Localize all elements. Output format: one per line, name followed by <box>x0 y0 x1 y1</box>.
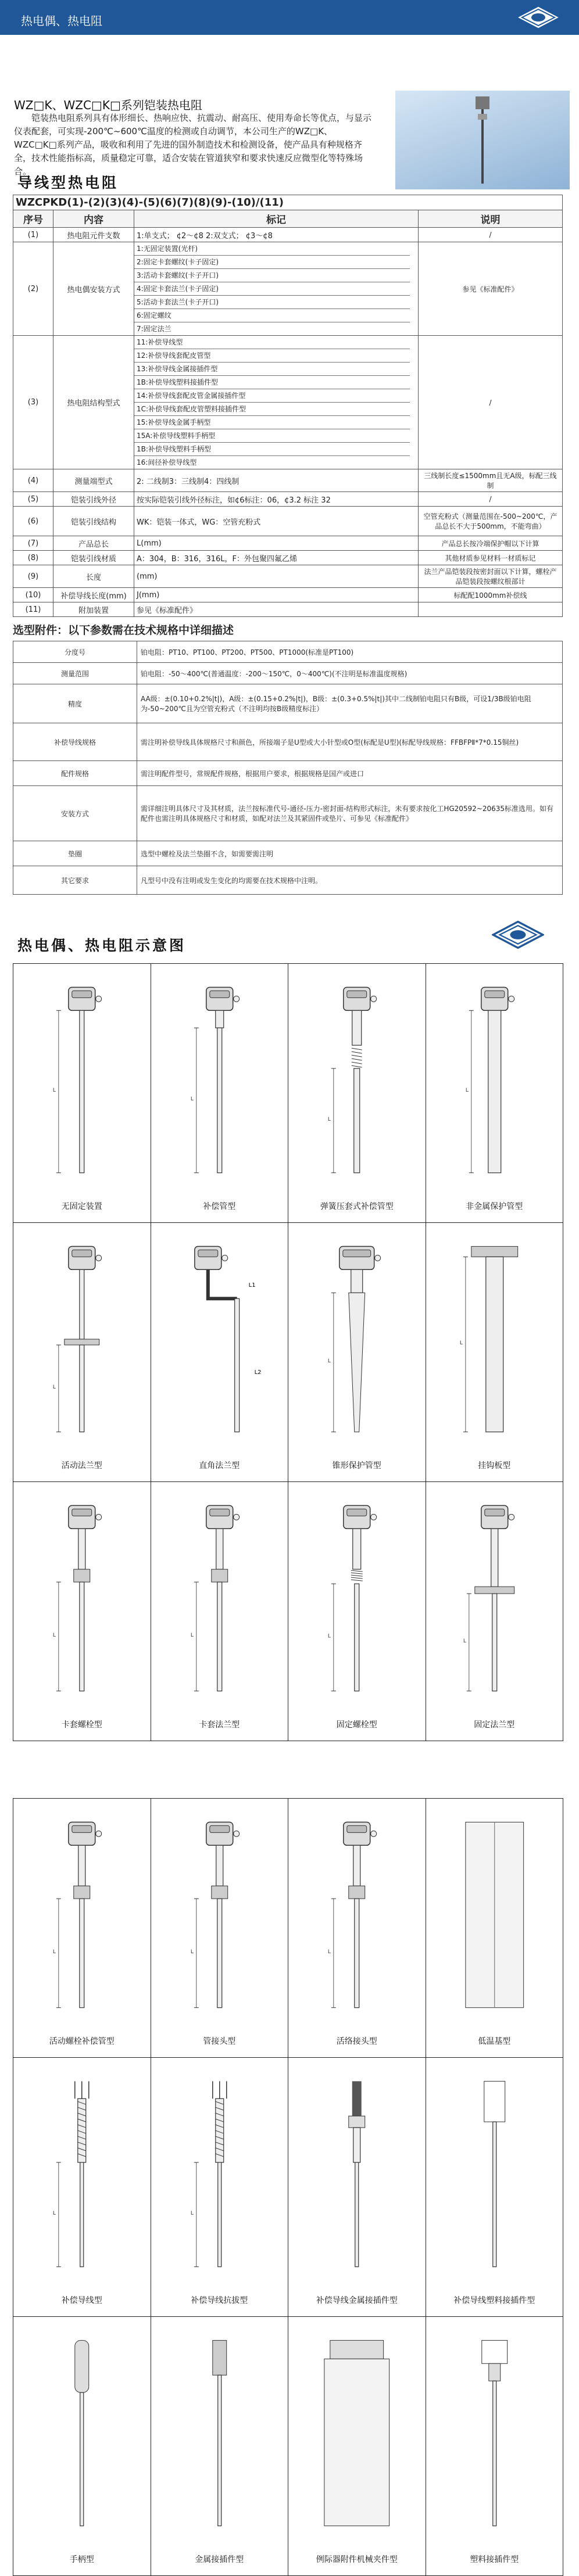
spec-row <box>13 588 563 602</box>
spec-row <box>13 242 563 336</box>
diagram-caption: 例际器附件机械夹件型 <box>316 2555 398 2564</box>
spec-note: / <box>419 228 563 242</box>
spec-mark: 参见《标准配件》 <box>134 602 419 617</box>
sensor-diagram-icon <box>13 1482 151 1741</box>
sensor-diagram-icon <box>288 2058 426 2316</box>
col-mark: 标记 <box>134 210 419 228</box>
diagram-cell <box>288 964 426 1223</box>
header-title: 热电偶、热电阻 <box>21 14 102 28</box>
spec-seq: (7) <box>13 536 53 551</box>
spec-mark: L(mm) <box>134 536 419 551</box>
spec-row <box>13 507 563 536</box>
spec-seq: (3) <box>13 336 53 469</box>
col-content: 内容 <box>53 210 134 228</box>
spec-content: 补偿导线长度(mm) <box>53 588 134 602</box>
diagram-cell <box>426 2058 564 2317</box>
spec-content: 铠装引线外径 <box>53 492 134 507</box>
selection-value: 铂电阻：-50～400℃(普通温度：-200～150℃，0～400℃)(不注明是标准温度规格) <box>137 663 563 684</box>
svg-text:L: L <box>52 2210 56 2216</box>
selection-row <box>13 684 563 723</box>
col-note: 说明 <box>419 210 563 228</box>
logo-icon <box>515 5 562 30</box>
diagram-caption: 活动法兰型 <box>61 1461 102 1470</box>
spec-option: 15:补偿导线金属手柄型 <box>134 416 410 429</box>
selection-table <box>13 641 563 895</box>
diagram-cell <box>151 964 289 1223</box>
diagram-caption: 补偿管型 <box>203 1202 236 1211</box>
col-seq: 序号 <box>13 210 53 228</box>
diagram-cell <box>151 1482 289 1741</box>
svg-text:L: L <box>52 1384 56 1390</box>
guide-heading: 导线型热电阻 <box>17 174 119 191</box>
diagram-cell <box>13 1223 151 1482</box>
diagram-caption: 卡套法兰型 <box>199 1720 240 1730</box>
sensor-diagram-icon <box>288 1482 426 1741</box>
spec-row <box>13 469 563 492</box>
sensor-diagram-icon <box>288 1799 426 2057</box>
selection-value: 铂电阻：PT10、PT100、PT200、PT500、PT1000(标准是PT100) <box>137 641 563 663</box>
spec-option: 5:活动卡套法兰(卡子开口) <box>134 296 410 309</box>
svg-text:L: L <box>463 1638 466 1644</box>
spec-seq: (10) <box>13 588 53 602</box>
selection-key: 分度号 <box>13 641 137 663</box>
spec-seq: (6) <box>13 507 53 536</box>
diagram-grid-1 <box>13 963 563 1741</box>
spec-content: 铠装引线结构 <box>53 507 134 536</box>
diagram-caption: 固定法兰型 <box>474 1720 515 1730</box>
diagram-caption: 活动螺栓补偿管型 <box>49 2037 115 2046</box>
spec-mark: WK：铠装一体式，WG：空管充粉式 <box>134 507 419 536</box>
spec-option: 3:活动卡套螺纹(卡子开口) <box>134 269 410 282</box>
spec-note: 参见《标准配件》 <box>419 242 563 336</box>
svg-text:L: L <box>52 1088 56 1094</box>
diagram-cell <box>288 2058 426 2317</box>
spec-row <box>13 492 563 507</box>
spec-mark: A：304，B：316，316L，F：外包聚四氟乙烯 <box>134 551 419 565</box>
selection-value: 需注明补偿导线具体规格尺寸和颜色，所接端子是U型或大小针型或O型(标配是U型)(标配导线规格：FFBFPⅡ*7*0.15铜丝) <box>137 723 563 761</box>
selection-row <box>13 641 563 663</box>
model-spec-table <box>13 195 563 617</box>
sensor-diagram-icon <box>13 1799 151 2057</box>
diagram-cell <box>288 1223 426 1482</box>
diagram-caption: 无固定装置 <box>61 1202 102 1211</box>
spec-note: 产品总长按冷端保护帽以下计算 <box>419 536 563 551</box>
selection-key: 垫圈 <box>13 841 137 866</box>
spec-note: 标配配1000mm补偿线 <box>419 588 563 602</box>
diagram-heading: 热电偶、热电阻示意图 <box>17 937 187 954</box>
sensor-diagram-icon <box>288 1223 426 1481</box>
spec-mark <box>134 242 419 336</box>
diagram-cell <box>426 1799 564 2058</box>
spec-mark: 2: 二线制3：三线制4：四线制 <box>134 469 419 492</box>
spec-content: 热电阻元件支数 <box>53 228 134 242</box>
selection-value: 需注明配件型号，常规配件规格，根据用户要求，根据规格是国产或进口 <box>137 761 563 786</box>
diagram-caption: 补偿导线抗拔型 <box>191 2296 248 2305</box>
selection-value: 凡型号中没有注明或发生变化的均需要在技术规格中注明。 <box>137 866 563 895</box>
svg-text:L: L <box>190 1096 194 1102</box>
spec-row <box>13 536 563 551</box>
diagram-caption: 卡套螺栓型 <box>61 1720 102 1730</box>
diagram-caption: 挂钩板型 <box>478 1461 511 1470</box>
sensor-diagram-icon <box>151 2317 288 2575</box>
intro-title: WZ□K、WZC□K□系列铠装热电阻 <box>14 98 202 112</box>
intro-paragraph: 铠装热电阻系列具有体形细长、热响应快、抗震动、耐高压、使用寿命长等优点，与显示仪表配套，可实现-200℃~600℃温度的检测或自动调节，本公司生产的WZ□K、WZC□K□系列产品，吸收和利用了先进的国外制造技术和检测设备，使产品具有种规格齐全，技术性能指标高，质量稳定可靠，适合安装在管道狭窄和要求快速反应微型化等特殊场合。 <box>14 113 372 177</box>
spec-option: 16:间径补偿导线型 <box>137 458 197 467</box>
spec-row <box>13 228 563 242</box>
spec-note: 三线制长度≤1500mm且无A级，标配三线制 <box>419 469 563 492</box>
spec-option: 1B:补偿导线塑料手柄型 <box>134 443 410 456</box>
spec-mark: J(mm) <box>134 588 419 602</box>
spec-note: 空管充粉式（测量范围在-500~200℃，产品总长不大于500mm，不能弯曲） <box>419 507 563 536</box>
spec-option: 14:补偿导线套配皮管金属接插件型 <box>134 389 410 403</box>
sensor-diagram-icon <box>426 964 563 1222</box>
svg-text:L: L <box>327 1633 331 1639</box>
selection-key: 测量范围 <box>13 663 137 684</box>
company-logo-2 <box>492 920 544 949</box>
diagram-caption: 低温基型 <box>478 2037 511 2046</box>
spec-seq: (4) <box>13 469 53 492</box>
svg-text:L: L <box>52 1632 56 1638</box>
svg-text:L: L <box>327 1949 331 1955</box>
selection-row <box>13 761 563 786</box>
spec-seq: (9) <box>13 565 53 588</box>
diagram-cell <box>151 2058 289 2317</box>
diagram-caption: 补偿导线塑料接插件型 <box>453 2296 535 2305</box>
spec-option: 1:无固定装置(光杆) <box>134 242 410 256</box>
diagram-caption: 补偿导线型 <box>61 2296 102 2305</box>
diagram-caption: 管接头型 <box>203 2037 236 2046</box>
selection-title: 选型附件：以下参数需在技术规格中详细描述 <box>13 624 234 637</box>
spec-mark: (mm) <box>134 565 419 588</box>
spec-note: / <box>419 492 563 507</box>
svg-text:L: L <box>327 1116 331 1122</box>
diagram-caption: 非金属保护管型 <box>466 1202 523 1211</box>
diagram-cell <box>13 2317 151 2576</box>
selection-key: 配件规格 <box>13 761 137 786</box>
diagram-caption: 金属接插件型 <box>195 2555 244 2564</box>
company-logo <box>515 5 562 30</box>
diagram-caption: 活络接头型 <box>336 2037 377 2046</box>
selection-row <box>13 841 563 866</box>
spec-mark: 1:单支式； ¢2～¢8 2:双支式； ¢3～¢8 <box>134 228 419 242</box>
svg-text:L: L <box>190 1632 194 1638</box>
svg-text:L: L <box>459 1340 463 1347</box>
spec-option: 12:补偿导线套配皮管型 <box>134 349 410 363</box>
diagram-cell <box>13 964 151 1223</box>
spec-option: 11:补偿导线型 <box>134 336 410 349</box>
selection-value: AA级：±(0.10+0.2%|t|)，A级：±(0.15+0.2%|t|)，B级：±(0.3+0.5%|t|)其中二线制铂电阻只有B级，可设1/3B级铂电阻为-50~200℃且为空管充粉式（不注明均按B级精度标注） <box>137 684 563 723</box>
selection-value: 选型中螺栓及法兰垫圈不含，如需要需注明 <box>137 841 563 866</box>
sensor-diagram-icon <box>151 964 288 1222</box>
sensor-diagram-icon <box>288 2317 426 2575</box>
diagram-caption: 弹簧压套式补偿管型 <box>320 1202 394 1211</box>
selection-value: 需详细注明具体尺寸及其材质，法兰按标准代号-通径-压力-密封面-结构形式标注，未有要求按化工HG20592~20635标准选用。如有配件也需注明具体规格尺寸和材质，如配对法兰及其紧固件或垫片、可参见《标准配件》 <box>137 786 563 841</box>
spec-option: 6:固定螺纹 <box>134 309 410 322</box>
diagram-caption: 锥形保护管型 <box>332 1461 381 1470</box>
diagram-caption: 塑料接插件型 <box>470 2555 519 2564</box>
diagram-cell <box>426 1223 564 1482</box>
header-bar <box>0 0 579 35</box>
spec-note <box>419 602 563 617</box>
selection-key: 安装方式 <box>13 786 137 841</box>
spec-seq: (1) <box>13 228 53 242</box>
spec-row <box>13 565 563 588</box>
spec-option: 1C:补偿导线套配皮管塑料接插件型 <box>134 403 410 416</box>
svg-text:L2: L2 <box>254 1369 262 1376</box>
diagram-caption: 固定螺栓型 <box>336 1720 377 1730</box>
spec-option: 2:固定卡套螺纹(卡子固定) <box>134 256 410 269</box>
sensor-diagram-icon <box>151 1482 288 1741</box>
model-code: WZCPKD(1)-(2)(3)(4)-(5)(6)(7)(8)(9)-(10)/(11) <box>13 195 563 210</box>
diagram-caption: 补偿导线金属接插件型 <box>316 2296 398 2305</box>
diagram-caption: 直角法兰型 <box>199 1461 240 1470</box>
spec-row <box>13 336 563 469</box>
diagram-cell <box>426 2317 564 2576</box>
svg-text:L: L <box>465 1088 469 1094</box>
spec-row <box>13 551 563 565</box>
sensor-diagram-icon <box>426 2317 563 2575</box>
selection-key: 精度 <box>13 684 137 723</box>
spec-seq: (5) <box>13 492 53 507</box>
sensor-diagram-icon <box>426 2058 563 2316</box>
selection-key: 补偿导线规格 <box>13 723 137 761</box>
sensor-diagram-icon <box>151 2058 288 2316</box>
spec-row <box>13 602 563 617</box>
spec-content: 铠装引线材质 <box>53 551 134 565</box>
selection-row <box>13 786 563 841</box>
spec-note: 其他材质参见材料一材质标记 <box>419 551 563 565</box>
spec-note: 法兰产品铠装段按密封面以下计算，螺栓产品铠装段按螺纹根部计 <box>419 565 563 588</box>
sensor-diagram-icon <box>13 1223 151 1481</box>
sensor-diagram-icon <box>151 1223 288 1481</box>
spec-option: 15A:补偿导线塑料手柄型 <box>134 429 410 443</box>
svg-text:L: L <box>190 2210 194 2216</box>
sensor-diagram-icon <box>13 2317 151 2575</box>
spec-content: 热电偶安装方式 <box>53 242 134 336</box>
spec-seq: (8) <box>13 551 53 565</box>
spec-seq: (2) <box>13 242 53 336</box>
spec-note: / <box>419 336 563 469</box>
svg-text:L1: L1 <box>248 1282 256 1289</box>
selection-key: 其它要求 <box>13 866 137 895</box>
selection-row <box>13 663 563 684</box>
sensor-diagram-icon <box>151 1799 288 2057</box>
spec-option: 13:补偿导线金属接插件型 <box>134 363 410 376</box>
sensor-diagram-icon <box>426 1799 563 2057</box>
diagram-title-row <box>0 920 579 963</box>
selection-row <box>13 723 563 761</box>
diagram-cell <box>13 2058 151 2317</box>
spec-content: 测量端型式 <box>53 469 134 492</box>
diagram-grid-2 <box>13 1798 563 2576</box>
spec-mark <box>134 336 419 469</box>
diagram-cell <box>151 1799 289 2058</box>
spec-option: 1B:补偿导线塑料接插件型 <box>134 376 410 389</box>
sensor-diagram-icon <box>426 1223 563 1481</box>
intro-section <box>0 35 579 177</box>
spec-content: 附加装置 <box>53 602 134 617</box>
spec-content: 长度 <box>53 565 134 588</box>
selection-row <box>13 866 563 895</box>
svg-text:L: L <box>327 1358 331 1364</box>
diagram-cell <box>426 1482 564 1741</box>
diagram-cell <box>13 1482 151 1741</box>
diagram-caption: 手柄型 <box>69 2555 94 2564</box>
diagram-cell <box>151 2317 289 2576</box>
svg-text:L: L <box>190 1949 194 1955</box>
diagram-cell <box>151 1223 289 1482</box>
svg-text:L: L <box>52 1949 56 1955</box>
diagram-cell <box>288 1799 426 2058</box>
spec-content: 热电阻结构型式 <box>53 336 134 469</box>
sensor-diagram-icon <box>13 2058 151 2316</box>
diagram-cell <box>288 1482 426 1741</box>
diagram-cell <box>288 2317 426 2576</box>
sensor-diagram-icon <box>13 964 151 1222</box>
spec-option: 4:固定卡套法兰(卡子固定) <box>134 282 410 296</box>
diagram-cell <box>13 1799 151 2058</box>
spec-content: 产品总长 <box>53 536 134 551</box>
spec-option: 7:固定法兰 <box>137 325 171 333</box>
sensor-diagram-icon <box>288 964 426 1222</box>
spec-seq: (11) <box>13 602 53 617</box>
spec-mark: 按实际铠装引线外径标注，如¢6标注：06，¢3.2 标注 32 <box>134 492 419 507</box>
logo-icon <box>492 920 544 949</box>
sensor-diagram-icon <box>426 1482 563 1741</box>
diagram-cell <box>426 964 564 1223</box>
